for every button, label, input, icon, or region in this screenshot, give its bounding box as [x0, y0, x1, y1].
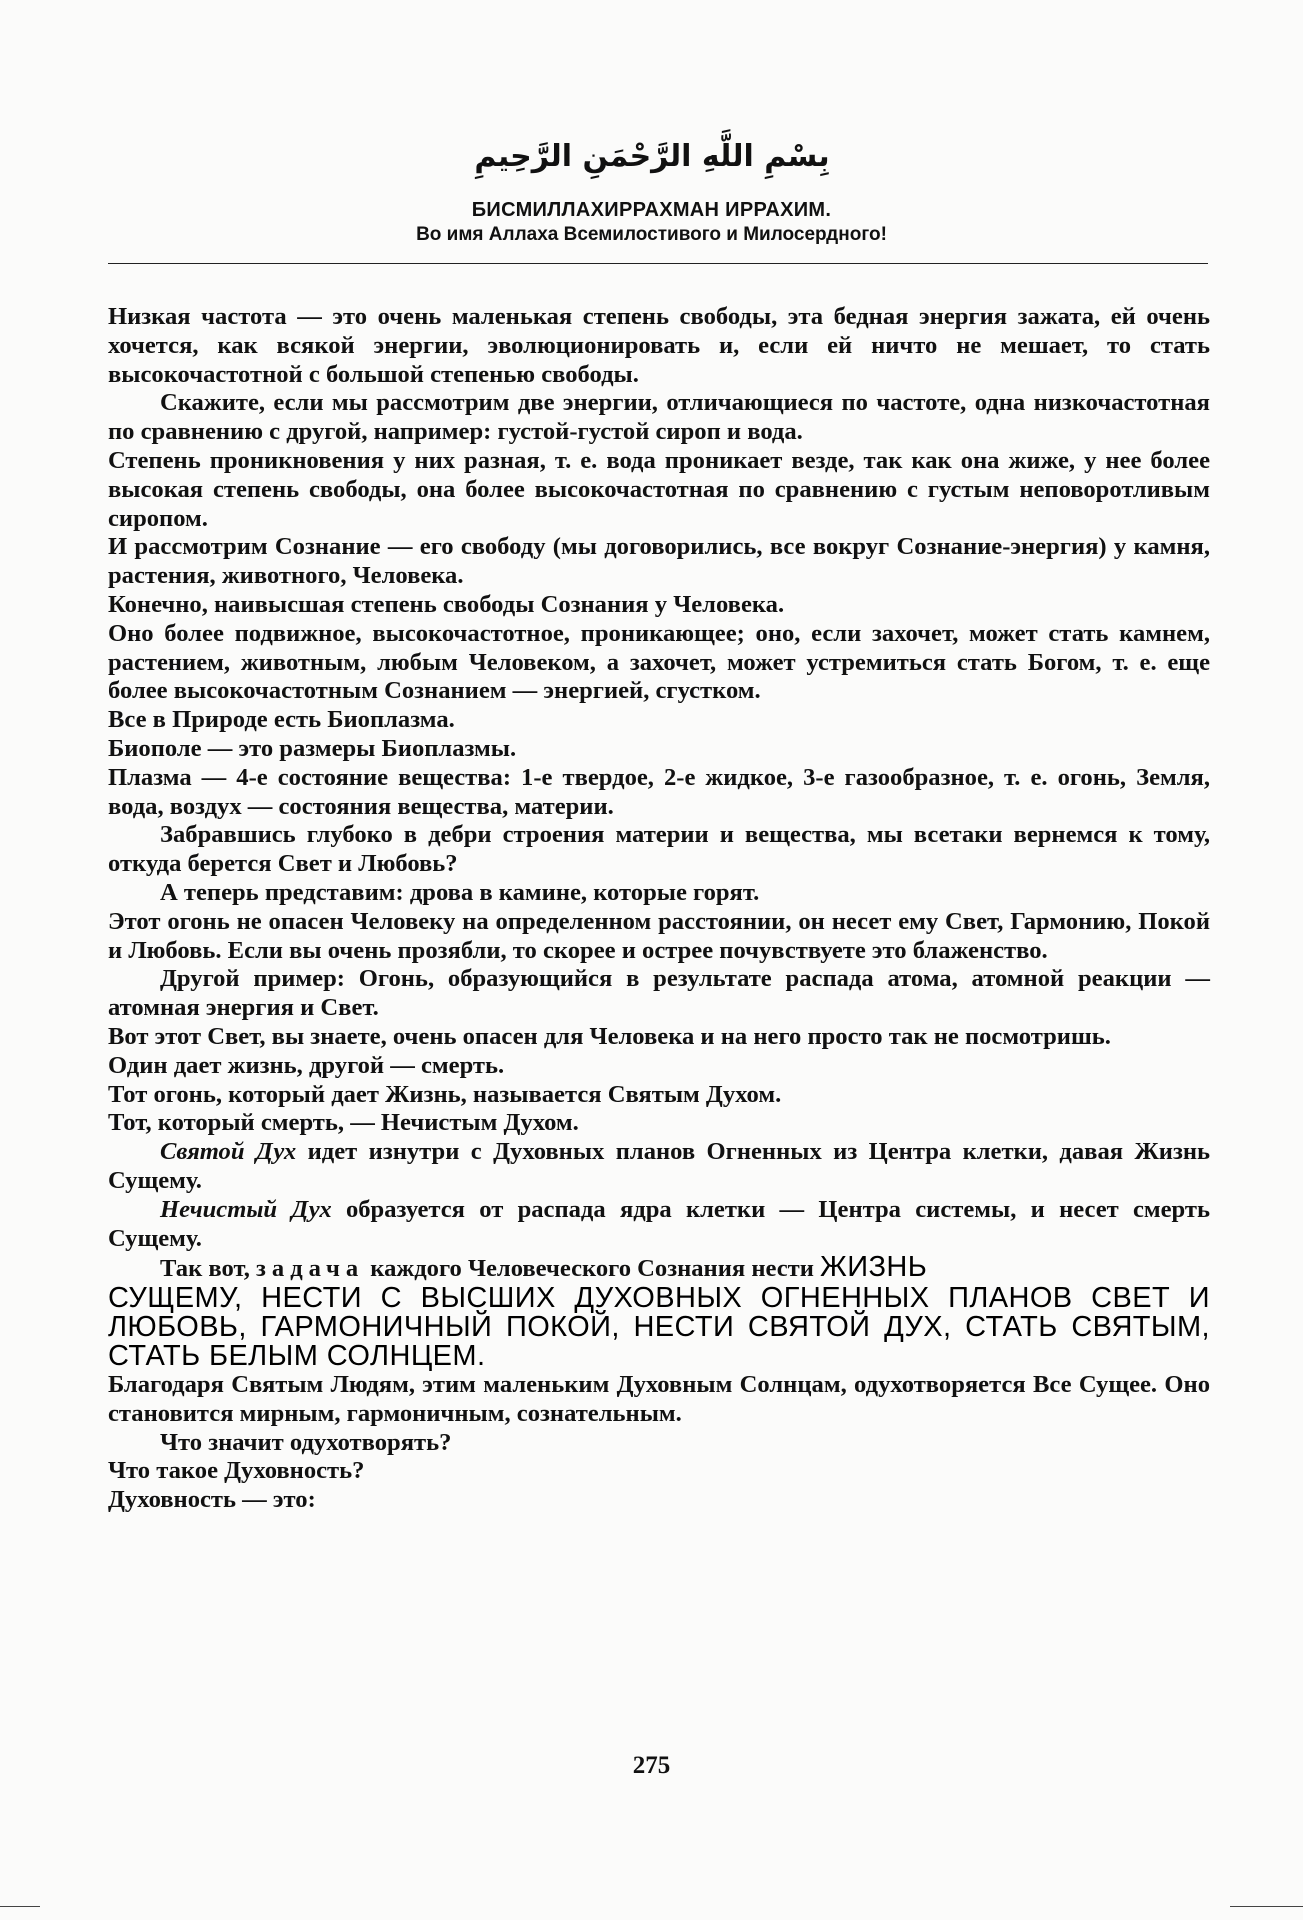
spaced-word: задача [256, 1255, 365, 1283]
header-subtitle: Во имя Аллаха Всемилостивого и Милосердного! [416, 224, 887, 245]
emphasis-caps-block: СУЩЕМУ, НЕСТИ С ВЫСШИХ ДУХОВНЫХ ОГНЕННЫХ ПЛАНОВ СВЕТ И ЛЮБОВЬ, ГАРМОНИЧНЫЙ ПОКОЙ, НЕСТИ СВЯТОЙ ДУХ, СТАТЬ СВЯТЫМ, СТАТЬ БЕЛЫМ СОЛНЦЕМ. [108, 1282, 1210, 1373]
italic-term: Святой Дух [160, 1138, 297, 1166]
body-text [108, 303, 1210, 1515]
page-number: 275 [632, 1752, 671, 1779]
paragraph [108, 1253, 1210, 1284]
paragraph: Духовность — это: [108, 1486, 316, 1514]
paragraph: Скажите, если мы рассмотрим две энергии, отличающиеся по частоте, одна низкочастотная по сравнению с другой, например: густой-густой сироп и вода. [108, 389, 1210, 446]
paragraph [108, 1138, 1210, 1196]
paragraph-text: Так вот, [160, 1255, 257, 1283]
paragraph: Биополе — это размеры Биоплазмы. [108, 734, 517, 762]
paragraph: Один дает жизнь, другой — смерть. [108, 1051, 505, 1079]
paragraph: Вот этот Свет, вы знаете, очень опасен для Человека и на него просто так не посмотришь. [108, 1022, 1111, 1050]
paragraph [108, 1196, 1210, 1254]
paragraph: Благодаря Святым Людям, этим маленьким Духовным Солнцам, одухотворяется Все Сущее. Оно становится мирным, гармоничным, сознательным. [108, 1371, 1210, 1427]
emphasis-caps: ЖИЗНЬ [820, 1251, 928, 1284]
header-divider [108, 263, 1208, 264]
scan-edge-line [0, 1906, 40, 1907]
paragraph: Степень проникновения у них разная, т. е. вода проникает везде, так как она жиже, у нее более высокая степень свободы, она более высокочастотная по сравнению с густым неповоротливым сиропом. [108, 446, 1210, 532]
bismillah-arabic-text: بِسْمِ اللَّهِ الرَّحْمَنِ الرَّحِيمِ [474, 139, 830, 174]
paragraph: Конечно, наивысшая степень свободы Сознания у Человека. [108, 590, 785, 618]
paragraph: Плазма — 4-е состояние вещества: 1-е твердое, 2-е жидкое, 3-е газообразное, т. е. огонь, Земля, вода, воздух — состояния вещества, материи. [108, 763, 1210, 820]
paragraph: Оно более подвижное, высокочастотное, проникающее; оно, если захочет, может стать камнем, растением, животным, любым Человеком, а захочет, может устремиться стать Богом, т. е. еще более высокочастотным Сознанием — энергией, сгустком. [108, 619, 1210, 705]
paragraph-text: идет изнутри с Духовных планов Огненных из Центра клетки, давая Жизнь Сущему. [108, 1138, 1211, 1194]
paragraph: Что такое Духовность? [108, 1457, 365, 1485]
paragraph: Тот огонь, который дает Жизнь, называется Святым Духом. [108, 1080, 782, 1108]
paragraph: И рассмотрим Сознание — его свободу (мы договорились, все вокруг Сознание-энергия) у камня, растения, животного, Человека. [108, 533, 1210, 590]
scan-edge-line [1230, 1906, 1303, 1907]
header-title: БИСМИЛЛАХИРРАХМАН ИРРАХИМ. [471, 199, 832, 221]
paragraph: А теперь представим: дрова в камине, которые горят. [160, 878, 760, 906]
paragraph: Что значит одухотворять? [160, 1428, 452, 1456]
italic-term: Нечистый Дух [160, 1195, 332, 1223]
paragraph: Тот, который смерть, — Нечистым Духом. [108, 1109, 579, 1137]
paragraph: Другой пример: Огонь, образующийся в результате распада атома, атомной реакции — атомная энергия и Свет. [108, 965, 1210, 1022]
paragraph: Все в Природе есть Биоплазма. [108, 706, 455, 734]
paragraph: Забравшись глубоко в дебри строения материи и вещества, мы всетаки вернемся к тому, откуда берется Свет и Любовь? [108, 821, 1210, 878]
paragraph-text: образуется от распада ядра клетки — Центра системы, и несет смерть Сущему. [108, 1195, 1210, 1252]
paragraph: Этот огонь не опасен Человеку на определенном расстоянии, он несет ему Свет, Гармонию, Покой и Любовь. Если вы очень прозябли, то скорее и острее почувствуете это блаженство. [108, 907, 1210, 964]
bismillah-calligraphy [462, 118, 842, 198]
paragraph-text: каждого Человеческого Сознания нести [364, 1255, 821, 1283]
paragraph: Низкая частота — это очень маленькая степень свободы, эта бедная энергия зажата, ей очень хочется, как всякой энергии, эволюционировать и, если ей ничто не мешает, то стать высокочастотной с большой степенью свободы. [108, 303, 1210, 388]
